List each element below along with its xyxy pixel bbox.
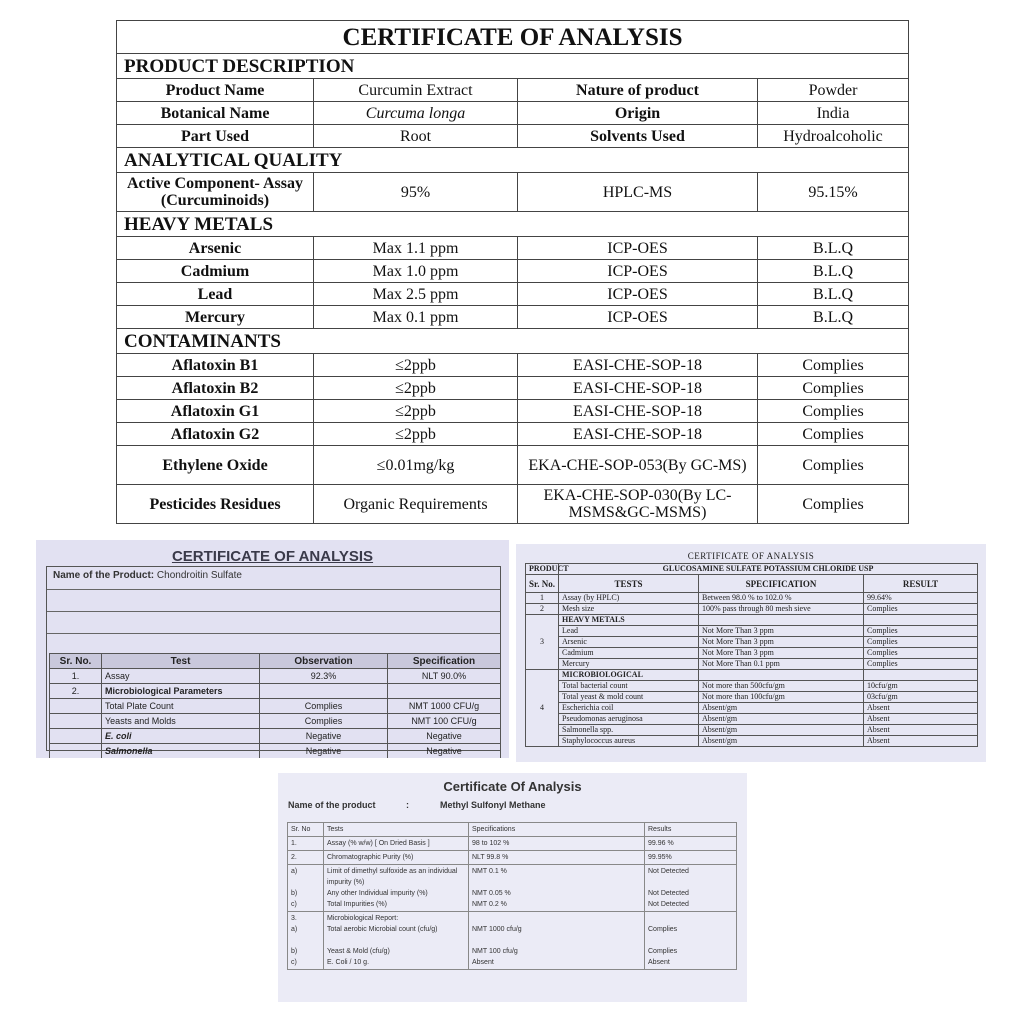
cell: 1. (50, 669, 102, 684)
glucosamine-table (525, 563, 978, 747)
empty-cell (699, 670, 864, 681)
cell-method: EASI-CHE-SOP-18 (518, 354, 758, 377)
table-row (50, 729, 501, 744)
cell: 2 (526, 604, 559, 615)
cell: Negative (260, 729, 388, 744)
cell-label: Product Name (117, 79, 314, 102)
cell: 03cfu/gm (864, 692, 978, 703)
msm-name-colon: : (406, 800, 409, 810)
table-row (526, 736, 978, 747)
cell: Pseudomonas aeruginosa (559, 714, 699, 725)
cell: Yeasts and Molds (102, 714, 260, 729)
msm-product-name (288, 800, 546, 810)
table-row (526, 626, 978, 637)
table-row (50, 699, 501, 714)
cell: Arsenic (559, 637, 699, 648)
section-heavy-metals: HEAVY METALS (117, 212, 909, 237)
cell-specification: Curcuma longa (314, 102, 518, 125)
cell: Absent (864, 703, 978, 714)
empty-cell (864, 670, 978, 681)
msm-name-value: Methyl Sulfonyl Methane (440, 800, 546, 810)
header-row (288, 823, 737, 837)
empty-cell (864, 615, 978, 626)
cell: Escherichia coil (559, 703, 699, 714)
cell-specification: Organic Requirements (314, 485, 518, 524)
chondroitin-product-name (53, 570, 242, 581)
cell-specification: Max 2.5 ppm (314, 283, 518, 306)
cell-result: B.L.Q (758, 283, 909, 306)
cell-method: ICP-OES (518, 260, 758, 283)
cell: Total Plate Count (102, 699, 260, 714)
table-row (117, 125, 909, 148)
assay-label: Active Component- Assay (Curcuminoids) (117, 173, 314, 212)
cell-label: Botanical Name (117, 102, 314, 125)
group-number: 4 (526, 670, 559, 747)
cell: NLT 90.0% (388, 669, 501, 684)
cell-specification: ≤2ppb (314, 377, 518, 400)
cell-label: Aflatoxin G2 (117, 423, 314, 446)
column-header: Test (102, 654, 260, 669)
cell-method: Nature of product (518, 79, 758, 102)
table-row (50, 714, 501, 729)
cell: Complies (864, 648, 978, 659)
cell (388, 684, 501, 699)
divider (47, 633, 500, 634)
group-header-row (526, 670, 978, 681)
product-row (526, 564, 978, 575)
column-header: SPECIFICATION (699, 575, 864, 593)
cell-result: Complies (758, 446, 909, 485)
cell-label: Cadmium (117, 260, 314, 283)
column-header: Sr. No. (50, 654, 102, 669)
cell-label: Aflatoxin B2 (117, 377, 314, 400)
cell-label: Pesticides Residues (117, 485, 314, 524)
table-row (50, 684, 501, 699)
chondroitin-frame (46, 566, 501, 756)
product-rows (117, 79, 909, 148)
cell: Complies (864, 604, 978, 615)
msm-title: Certificate Of Analysis (443, 779, 582, 794)
cell-result: B.L.Q (758, 260, 909, 283)
cell: 100% pass through 80 mesh sieve (699, 604, 864, 615)
column-header: Results (645, 823, 737, 837)
table-row (117, 102, 909, 125)
cell: 3. a) b) c) (288, 912, 324, 970)
column-header: Tests (324, 823, 469, 837)
cell: Microbiological Report: Total aerobic Microbial count (cfu/g) Yeast & Mold (cfu/g) E. Coli / 10 g. (324, 912, 469, 970)
cell-specification: ≤2ppb (314, 400, 518, 423)
cell: Total yeast & mold count (559, 692, 699, 703)
table-row (526, 593, 978, 604)
cell: Complies (260, 699, 388, 714)
cell-method: Origin (518, 102, 758, 125)
table-row (526, 604, 978, 615)
cell-result: Complies (758, 485, 909, 524)
column-header: Sr. No (288, 823, 324, 837)
header-row (50, 654, 501, 669)
table-row (117, 485, 909, 524)
cell: NMT 100 CFU/g (388, 714, 501, 729)
cell-specification: Root (314, 125, 518, 148)
cell-specification: Max 1.1 ppm (314, 237, 518, 260)
cell-result: Complies (758, 354, 909, 377)
table-row (526, 659, 978, 670)
cell: Assay (102, 669, 260, 684)
table-row (117, 400, 909, 423)
table-row (526, 714, 978, 725)
group-label: MICROBIOLOGICAL (559, 670, 699, 681)
cell-label: Arsenic (117, 237, 314, 260)
table-row (117, 79, 909, 102)
cell: Absent/gm (699, 725, 864, 736)
assay-method: HPLC-MS (518, 173, 758, 212)
msm-name-label: Name of the product (288, 800, 376, 810)
cell: Not More Than 3 ppm (699, 626, 864, 637)
cell-method: ICP-OES (518, 306, 758, 329)
divider (47, 589, 500, 590)
cell (260, 684, 388, 699)
heavy-metal-rows (117, 237, 909, 329)
cell: Absent/gm (699, 703, 864, 714)
chondroitin-name-label: Name of the Product: (53, 570, 155, 581)
cell-specification: ≤0.01mg/kg (314, 446, 518, 485)
cell: Chromatographic Purity (%) (324, 851, 469, 865)
assay-result: 95.15% (758, 173, 909, 212)
cell: 2. (288, 851, 324, 865)
cell-result: Hydroalcoholic (758, 125, 909, 148)
divider (47, 611, 500, 612)
column-header: TESTS (559, 575, 699, 593)
table-row (526, 692, 978, 703)
main-title: CERTIFICATE OF ANALYSIS (117, 21, 909, 54)
section-product-description: PRODUCT DESCRIPTION (117, 54, 909, 79)
cell-result: B.L.Q (758, 306, 909, 329)
cell: Negative (260, 744, 388, 759)
cell: 1. (288, 837, 324, 851)
cell-method: ICP-OES (518, 283, 758, 306)
table-row (50, 669, 501, 684)
cell: 99.96 % (645, 837, 737, 851)
table-row (526, 725, 978, 736)
cell-label: Ethylene Oxide (117, 446, 314, 485)
table-row (288, 865, 737, 912)
cell: Absent/gm (699, 736, 864, 747)
cell-label: Lead (117, 283, 314, 306)
cell: 92.3% (260, 669, 388, 684)
cell: a) b) c) (288, 865, 324, 912)
msm-certificate-scan (278, 773, 747, 1002)
cell: Staphylococcus aureus (559, 736, 699, 747)
cell: Complies (864, 659, 978, 670)
cell: Not More Than 3 ppm (699, 648, 864, 659)
cell: NMT 1000 CFU/g (388, 699, 501, 714)
table-row (526, 703, 978, 714)
cell-method: EKA-CHE-SOP-030(By LC-MSMS&GC-MSMS) (518, 485, 758, 524)
table-row (117, 283, 909, 306)
cell: Not More Than 0.1 ppm (699, 659, 864, 670)
cell-label: Aflatoxin G1 (117, 400, 314, 423)
group-number: 3 (526, 615, 559, 670)
cell-label: Part Used (117, 125, 314, 148)
cell-result: B.L.Q (758, 237, 909, 260)
glucosamine-certificate-scan (516, 544, 986, 762)
cell: 98 to 102 % (469, 837, 645, 851)
cell-specification: Max 1.0 ppm (314, 260, 518, 283)
cell: NMT 0.1 % NMT 0.05 % NMT 0.2 % (469, 865, 645, 912)
table-row (526, 637, 978, 648)
cell: Salmonella (102, 744, 260, 759)
column-header: Sr. No. (526, 575, 559, 593)
cell: Total bacterial count (559, 681, 699, 692)
cell-specification: ≤2ppb (314, 354, 518, 377)
cell-result: Complies (758, 400, 909, 423)
cell (50, 744, 102, 759)
cell: 1 (526, 593, 559, 604)
cell: Complies Complies Absent (645, 912, 737, 970)
cell (50, 729, 102, 744)
cell-method: EASI-CHE-SOP-18 (518, 377, 758, 400)
chondroitin-name-value: Chondroitin Sulfate (156, 570, 242, 581)
cell: Complies (864, 637, 978, 648)
cell: Negative (388, 729, 501, 744)
table-row (117, 354, 909, 377)
cell-specification: ≤2ppb (314, 423, 518, 446)
assay-spec: 95% (314, 173, 518, 212)
cell: Absent (864, 736, 978, 747)
table-row (117, 237, 909, 260)
cell: Salmonella spp. (559, 725, 699, 736)
chondroitin-certificate-scan (36, 540, 509, 758)
group-label: HEAVY METALS (559, 615, 699, 626)
cell-label: Mercury (117, 306, 314, 329)
cell: Microbiological Parameters (102, 684, 260, 699)
cell: Assay (% w/w) [ On Dried Basis ] (324, 837, 469, 851)
cell: 99.64% (864, 593, 978, 604)
cell: E. coli (102, 729, 260, 744)
cell-method: EKA-CHE-SOP-053(By GC-MS) (518, 446, 758, 485)
cell: Assay (by HPLC) (559, 593, 699, 604)
cell: Negative (388, 744, 501, 759)
column-header: RESULT (864, 575, 978, 593)
chondroitin-table (49, 653, 501, 758)
cell: Mesh size (559, 604, 699, 615)
cell: NLT 99.8 % (469, 851, 645, 865)
cell-method: EASI-CHE-SOP-18 (518, 400, 758, 423)
cell: Complies (260, 714, 388, 729)
cell: Lead (559, 626, 699, 637)
column-header: Specification (388, 654, 501, 669)
glucosamine-title: CERTIFICATE OF ANALYSIS (687, 551, 815, 561)
table-row (526, 648, 978, 659)
cell-specification: Max 0.1 ppm (314, 306, 518, 329)
cell: Not more than 500cfu/gm (699, 681, 864, 692)
cell-result: Complies (758, 377, 909, 400)
table-row (117, 306, 909, 329)
cell: Absent (864, 725, 978, 736)
cell: Not more than 100cfu/gm (699, 692, 864, 703)
section-analytical-quality: ANALYTICAL QUALITY (117, 148, 909, 173)
cell (50, 714, 102, 729)
main-certificate-table (116, 20, 909, 524)
cell-method: EASI-CHE-SOP-18 (518, 423, 758, 446)
table-row (288, 837, 737, 851)
product-value: GLUCOSAMINE SULFATE POTASSIUM CHLORIDE USP (559, 564, 978, 575)
cell-result: Complies (758, 423, 909, 446)
table-row (288, 912, 737, 970)
cell-method: ICP-OES (518, 237, 758, 260)
column-header: Specifications (469, 823, 645, 837)
cell: Cadmium (559, 648, 699, 659)
section-contaminants: CONTAMINANTS (117, 329, 909, 354)
table-row (117, 260, 909, 283)
cell: 99.95% (645, 851, 737, 865)
cell-result: India (758, 102, 909, 125)
assay-row (117, 173, 909, 212)
cell: 2. (50, 684, 102, 699)
table-row (526, 681, 978, 692)
cell: Not Detected Not Detected Not Detected (645, 865, 737, 912)
cell: Absent/gm (699, 714, 864, 725)
cell-method: Solvents Used (518, 125, 758, 148)
cell: Absent (864, 714, 978, 725)
contaminant-rows (117, 354, 909, 524)
cell: NMT 1000 cfu/g NMT 100 cfu/g Absent (469, 912, 645, 970)
cell: Limit of dimethyl sulfoxide as an individual impurity (%) Any other Individual impurity (%) Total Impurities (%) (324, 865, 469, 912)
cell-label: Aflatoxin B1 (117, 354, 314, 377)
group-header-row (526, 615, 978, 626)
table-row (288, 851, 737, 865)
table-row (50, 744, 501, 759)
chondroitin-title: CERTIFICATE OF ANALYSIS (171, 548, 374, 565)
cell (50, 699, 102, 714)
msm-table (287, 822, 737, 970)
cell: Between 98.0 % to 102.0 % (699, 593, 864, 604)
header-row (526, 575, 978, 593)
cell: 10cfu/gm (864, 681, 978, 692)
table-row (117, 377, 909, 400)
table-row (117, 423, 909, 446)
cell-result: Powder (758, 79, 909, 102)
table-row (117, 446, 909, 485)
cell: Complies (864, 626, 978, 637)
cell: Not More Than 3 ppm (699, 637, 864, 648)
empty-cell (699, 615, 864, 626)
product-label: PRODUCT (526, 564, 559, 575)
cell: Mercury (559, 659, 699, 670)
column-header: Observation (260, 654, 388, 669)
cell-specification: Curcumin Extract (314, 79, 518, 102)
